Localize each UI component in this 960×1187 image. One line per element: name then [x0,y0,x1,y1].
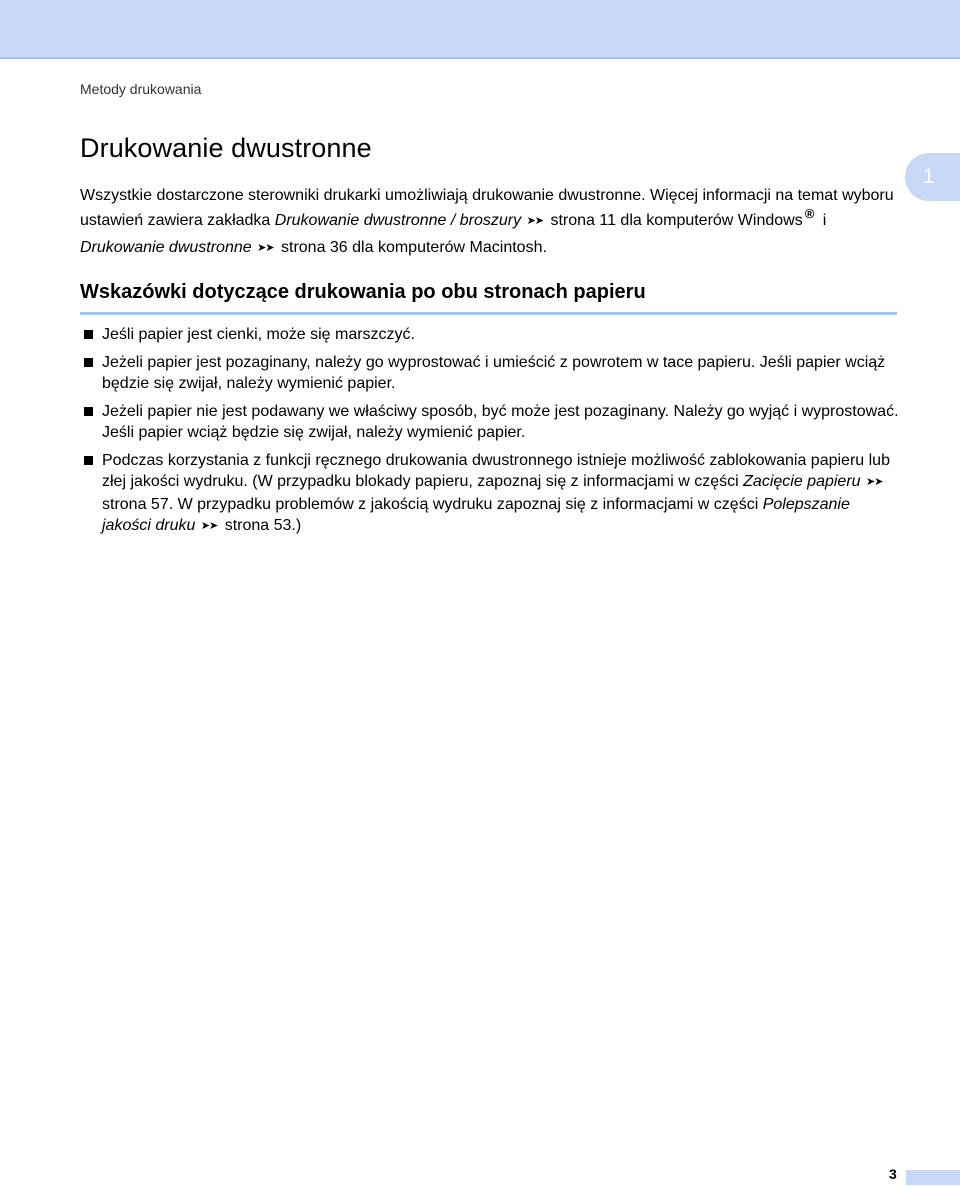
header-band [0,0,960,59]
intro-text: strona 11 dla komputerów Windows [546,212,803,229]
double-arrow-icon: ➤➤ [200,520,218,532]
tip-text: Jeśli papier jest cienki, może się marszczyć. [102,326,415,343]
tip-text: Jeżeli papier nie jest podawany we właściwy sposób, być może jest pozaginany. Należy go wyjąć i wyprostować. Jeśli papier wciąż będzie się zwijał, należy wymienić papier. [102,403,899,441]
chapter-number: 1 [923,165,935,188]
link-print-quality[interactable]: Polepszanie jakości druku [102,496,850,534]
double-arrow-icon: ➤➤ [526,215,543,227]
page-number: 3 [889,1166,897,1182]
link-paper-jam[interactable]: Zacięcie papieru [743,473,861,490]
square-bullet-icon [84,330,93,339]
section-heading: Wskazówki dotyczące drukowania po obu stronach papieru [80,281,897,315]
link-duplex-booklet[interactable]: Drukowanie dwustronne / broszury [274,212,522,229]
square-bullet-icon [84,407,93,416]
list-item [80,352,900,394]
tip-text: strona 53.) [220,517,302,534]
intro-text: i [818,212,827,229]
tip-text: strona 57. W przypadku problemów z jakością wydruku zapoznaj się z informacjami w części [102,496,763,513]
tips-list [80,324,900,538]
square-bullet-icon [84,456,93,465]
list-item [80,401,900,443]
square-bullet-icon [84,358,93,367]
registered-mark: ® [804,206,815,221]
tip-text: Podczas korzystania z funkcji ręcznego drukowania dwustronnego istnieje możliwość zablokowania papieru lub złej jakości wydruku. (W przypadku blokady papieru, zapoznaj się z informacjami w części [102,452,890,490]
list-item [80,324,900,345]
intro-text: Wszystkie dostarczone sterowniki drukarki umożliwiają drukowanie dwustronne. Więcej informacji na temat wyboru ustawień zawiera zakładka [80,187,894,229]
link-duplex-mac[interactable]: Drukowanie dwustronne [80,239,252,256]
running-title: Metody drukowania [80,81,202,97]
intro-text: strona 36 dla komputerów Macintosh. [276,239,547,256]
tip-text: Jeżeli papier jest pozaginany, należy go wyprostować i umieścić z powrotem w tace papieru. Jeśli papier wciąż będzie się zwijał, należy wymienić papier. [102,354,886,392]
chapter-tab [905,153,960,201]
intro-paragraph [80,183,910,262]
double-arrow-icon: ➤➤ [257,242,274,254]
page-title: Drukowanie dwustronne [80,133,372,163]
footer-tab [906,1170,960,1185]
double-arrow-icon: ➤➤ [866,476,883,488]
list-item [80,450,900,538]
